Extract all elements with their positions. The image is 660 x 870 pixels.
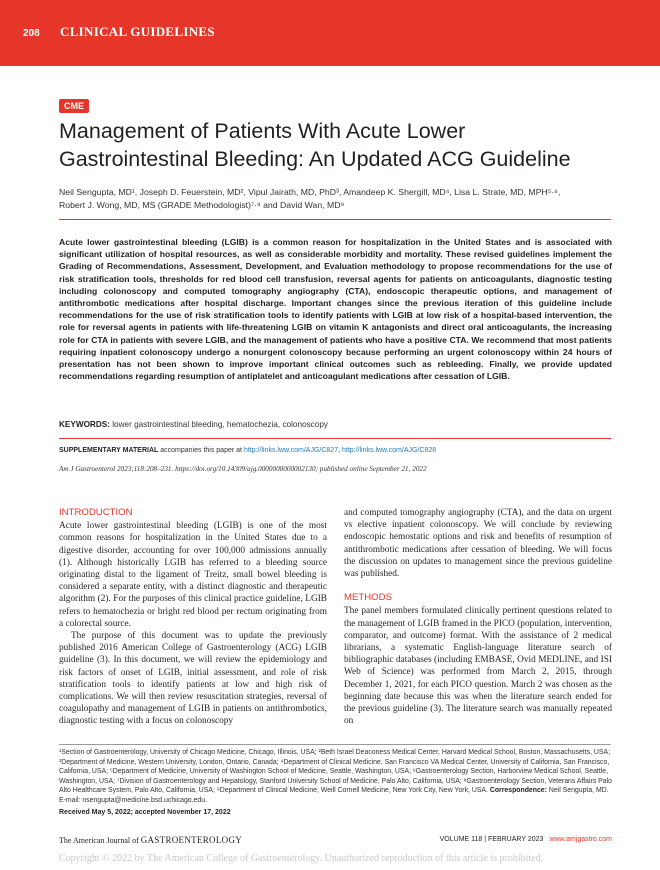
- footnote-divider: [59, 744, 611, 745]
- right-column: [344, 507, 612, 727]
- supplementary-link-2[interactable]: http://links.lww.com/AJG/C828: [341, 447, 437, 454]
- keywords-label: KEYWORDS:: [59, 420, 110, 429]
- left-column: [59, 507, 327, 728]
- header-bar: [0, 0, 660, 66]
- intro-paragraph-1: Acute lower gastrointestinal bleeding (LGIB) is one of the most common reasons for hospitalization in the United States due to a digestive disorder, accounting for over 100,000 admissions annually (1). Although historically LGIB has referred to a bleeding source originating distal to the ligament of Treitz, small bowel bleeding is considered a separate entity, with a distinct diagnostic and therapeutic algorithm (2). For the purposes of this clinical practice guideline, LGIB refers to hematochezia or bright red blood per rectum originating from a colorectal source.: [59, 521, 327, 629]
- volume-text: VOLUME 118 | FEBRUARY 2023: [439, 836, 544, 843]
- supplementary-link-1[interactable]: http://links.lww.com/AJG/C827: [243, 447, 339, 454]
- intro-paragraph-2: The purpose of this document was to update the previously published 2016 American College of Gastroenterology (ACG) LGIB guideline (3). In this document, we will review the epidemiology and risk factors of onset of LGIB, initial assessment, and role of risk stratification tools to identify patients at low and high risk of complications. We will then review resuscitation strategies, reversal of coagulopathy and management of LGIB in patients on antithrombotics, diagnostic testing with a focus on colonoscopy: [59, 631, 327, 727]
- methods-heading: METHODS: [344, 592, 392, 604]
- title-line-2: Gastrointestinal Bleeding: An Updated ACG Guideline: [59, 147, 571, 171]
- copyright-notice: Copyright © 2022 by The American College of Gastroenterology. Unauthorized reproduction of this article is prohibited.: [59, 853, 544, 864]
- author-list: [59, 186, 619, 211]
- volume-info: [440, 836, 612, 843]
- correspondence-text: Neil Sengupta, MD. E-mail: nsengupta@medicine.bsd.uchicago.edu.: [59, 787, 609, 804]
- page-number: 208: [23, 28, 40, 39]
- article-title: [59, 117, 619, 173]
- introduction-heading: INTRODUCTION: [59, 507, 133, 518]
- affiliations-text: ¹Section of Gastroenterology, University of Chicago Medicine, Chicago, Illinois, USA; ²Beth Israel Deaconess Medical Center, Harvard Medical School, Boston, Massachusetts, USA; ³Department of Medicine, Western University, London, Ontario, Canada; ⁴Department of Clinical Medicine, San Francisco VA Medical Center, University of California, San Francisco, California, USA; ⁵Department of Medicine, University of Washington School of Medicine, Seattle, Washington, USA; ⁶Gastroenterology Section, Harborview Medical School, Seattle, Washington, USA; ⁷Division of Gastroenterology and Hepatology, Stanford University School of Medicine, Palo Alto, California, USA; ⁸Gastroenterology Section, Veterans Affairs Palo Alto Healthcare System, Palo Alto, California, USA; ⁹Department of Clinical Medicine, Weill Cornell Medicine, New York City, New York, USA.: [59, 749, 612, 794]
- supplementary-text: accompanies this paper at: [160, 447, 242, 454]
- intro-paragraph-3: and computed tomography angiography (CTA), and the data on urgent vs elective inpatient colonoscopy. We will conclude by reviewing endoscopic hemostatic options and risk and benefits of resumption of antithrombotic medications after cessation of bleeding. We will focus the discussion on updates to management since the previous guideline was published.: [344, 508, 612, 580]
- section-title: CLINICAL GUIDELINES: [60, 24, 215, 39]
- title-divider: [59, 219, 611, 220]
- authors-line-2: Robert J. Wong, MD, MS (GRADE Methodologist)⁷·⁸ and David Wan, MD⁹: [59, 199, 345, 210]
- received-date: Received May 5, 2022; accepted November 17, 2022: [59, 809, 231, 816]
- cme-badge: CME: [59, 99, 89, 113]
- authors-line-1: Neil Sengupta, MD¹, Joseph D. Feuerstein, MD², Vipul Jairath, MD, PhD³, Amandeep K. Shergill, MD⁴, Lisa L. Strate, MD, MPH⁵·⁶,: [59, 187, 561, 197]
- abstract: Acute lower gastrointestinal bleeding (LGIB) is a common reason for hospitalization in the United States and is associated with significant utilization of hospital resources, as well as considerable morbidity and mortality. These revised guidelines implement the Grading of Recommendations, Assessment, Development, and Evaluation methodology to propose recommendations for the use of risk stratification tools, thresholds for red blood cell transfusion, reversal agents for patients on anticoagulants, diagnostic testing including colonoscopy and computed tomography angiography (CTA), endoscopic therapeutic options, and management of antithrombotic medications after hospital discharge. Important changes since the previous iteration of this guideline include recommendations for the use of risk stratification tools to identify patients with LGIB at low risk of a hospital-based intervention, the role for reversal agents in patients with life-threatening LGIB on vitamin K antagonists and direct oral anticoagulants, the increasing role for CTA in patients with severe LGIB, and the management of patients who have a positive CTA. We recommend that most patients requiring inpatient colonoscopy undergo a nonurgent colonoscopy because performing an urgent colonoscopy within 24 hours of presentation has not been shown to improve important clinical outcomes such as rebleeding. Finally, we provide updated recommendations regarding resumption of antiplatelet and anticoagulant medications after cessation of LGIB.: [59, 237, 612, 382]
- keywords-divider: [59, 438, 611, 439]
- correspondence-label: Correspondence:: [489, 787, 547, 794]
- journal-website-link[interactable]: www.amjgastro.com: [549, 836, 612, 843]
- journal-prefix: The American Journal of: [59, 836, 139, 845]
- keywords-text: lower gastrointestinal bleeding, hematochezia, colonoscopy: [112, 420, 328, 429]
- title-line-1: Management of Patients With Acute Lower: [59, 119, 466, 143]
- citation: Am J Gastroenterol 2023;118:208–231. https://doi.org/10.14309/ajg.0000000000002130; published online September 21, 2022: [59, 465, 427, 473]
- supplementary-material: SUPPLEMENTARY MATERIAL accompanies this paper at http://links.lww.com/AJG/C827, http://links.lww.com/AJG/C828: [59, 447, 437, 454]
- keywords: [59, 420, 612, 429]
- journal-title: GASTROENTEROLOGY: [140, 835, 243, 845]
- methods-paragraph-1: The panel members formulated clinically pertinent questions related to the management of LGIB framed in the PICO (population, intervention, comparator, and outcome) format. With the assistance of 2 medical librarians, a systematic English-language literature search of bibliographic databases (including EMBASE, Ovid MEDLINE, and ISI Web of Science) was performed from March 2, 2015, through December 1, 2021, for each PICO question. March 2 was chosen as the beginning date because this was when the literature search ended for the previous guideline (3). The literature search was manually repeated on: [344, 606, 612, 727]
- journal-name: [59, 835, 242, 845]
- affiliations-footnote: [59, 748, 612, 805]
- supplementary-label: SUPPLEMENTARY MATERIAL: [59, 447, 159, 454]
